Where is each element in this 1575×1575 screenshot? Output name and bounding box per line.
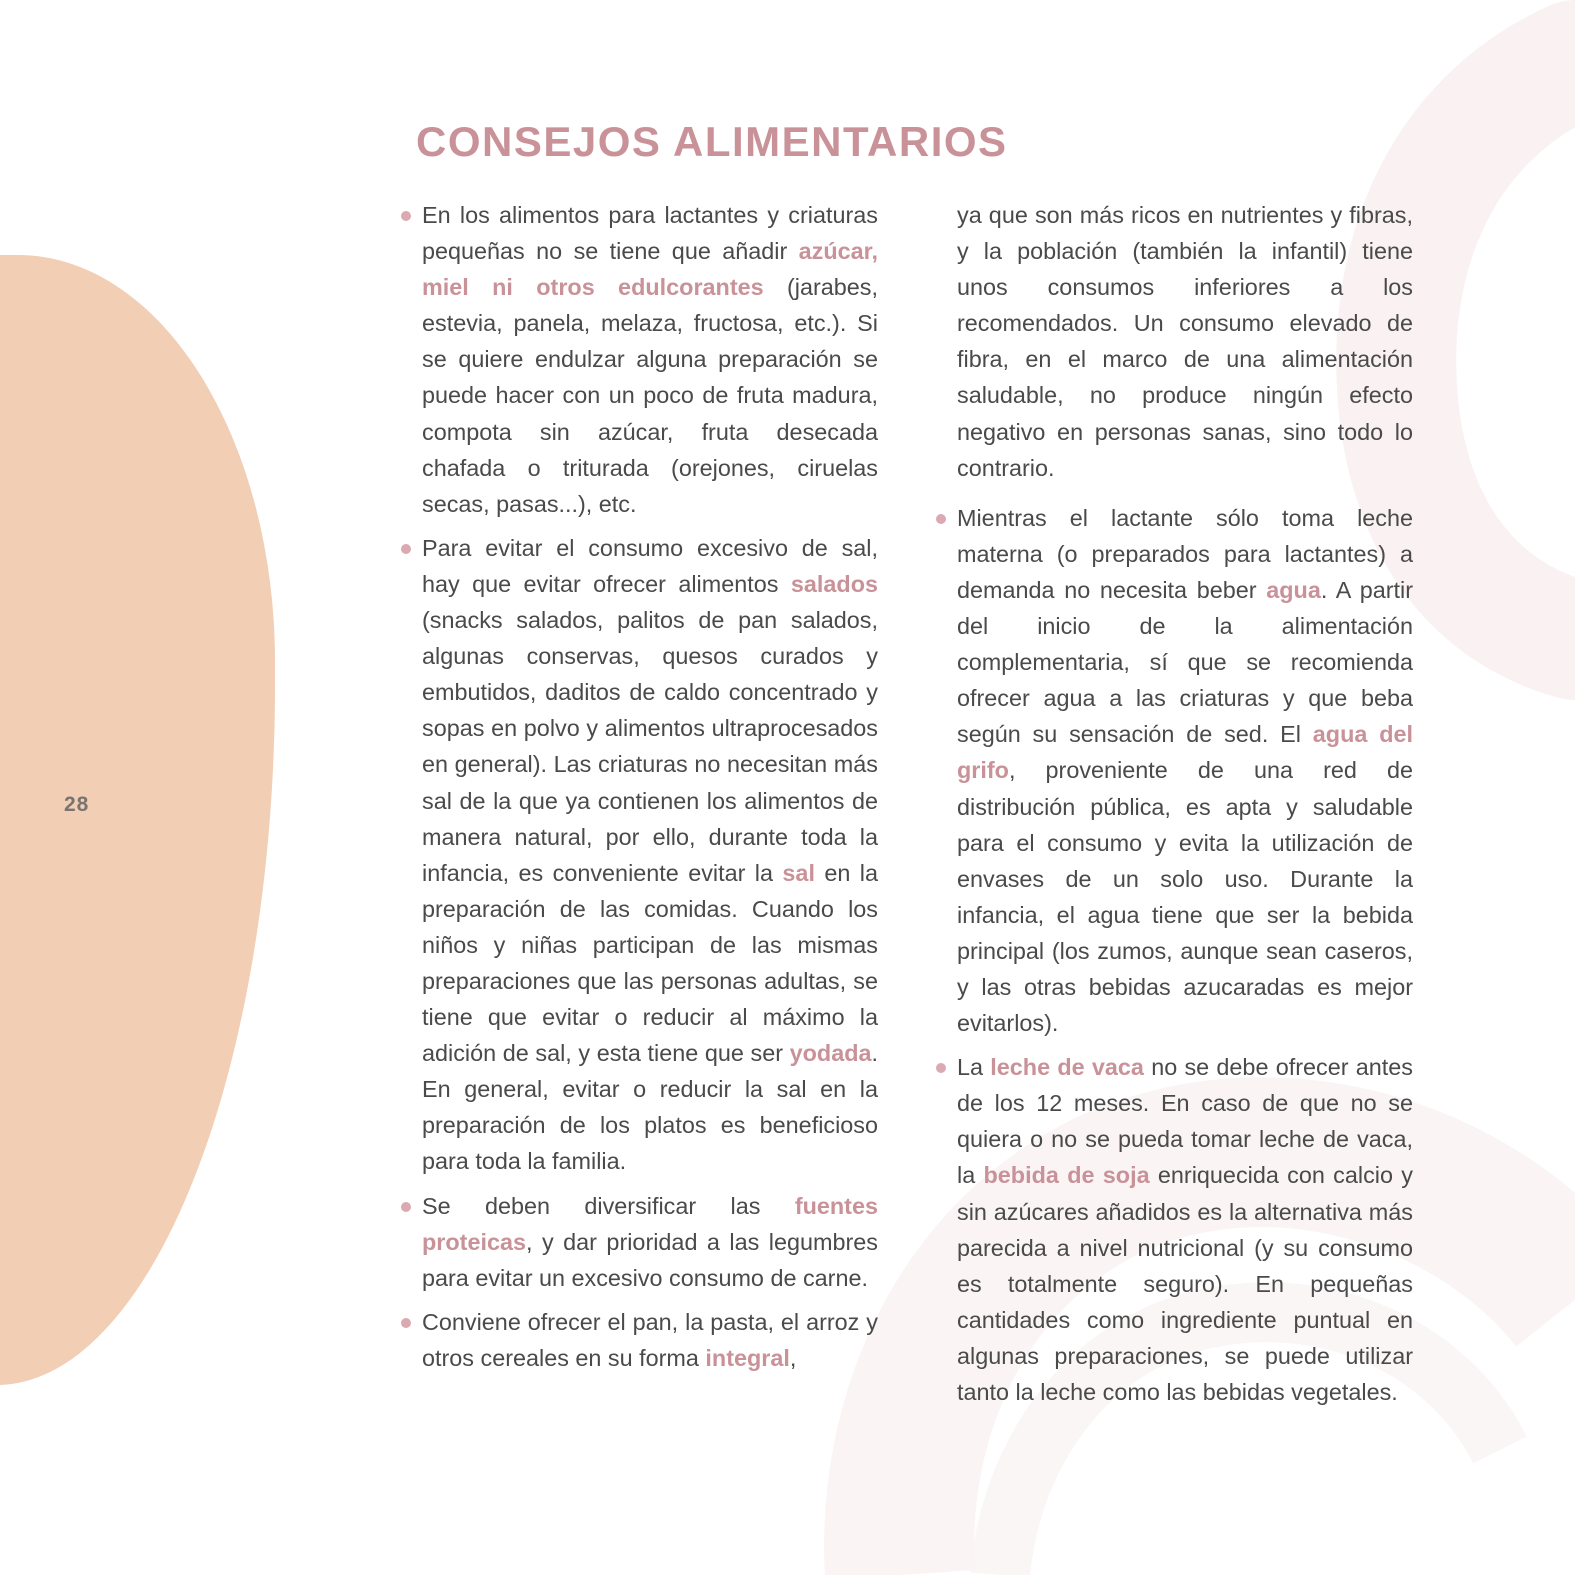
body-text: ya que son más ricos en nutrientes y fibras, y la población (también la infantil) tiene unos consumos inferiores a los recomendados. Un consumo elevado de fibra, en el marco de una alimentación saludable, no produce ningún efecto negativo en personas sanas, sino todo lo contrario.: [957, 202, 1413, 481]
highlighted-term: agua del grifo: [957, 721, 1414, 784]
body-text: Para evitar el consumo excesivo de sal, hay que evitar ofrecer alimentos: [422, 534, 878, 597]
bullet-item: [422, 197, 878, 522]
highlighted-term: azúcar, miel ni otros edulcorantes: [422, 238, 878, 301]
highlighted-term: integral: [705, 1344, 790, 1371]
body-text: en la preparación de las comidas. Cuando los niños y niñas participan de las mismas preparaciones que las personas adultas, se tiene que evitar o reducir al máximo la adición de sal, y esta tiene que ser: [422, 859, 878, 1067]
body-text: no se debe ofrecer antes de los 12 meses. En caso de que no se quiera o no se pueda tomar leche de vaca, la: [957, 1054, 1413, 1189]
body-text: Se deben diversificar las: [422, 1192, 795, 1219]
brush-ring-top: [1396, 60, 1575, 640]
body-text: ,: [789, 1344, 797, 1371]
body-text: La: [957, 1054, 991, 1081]
highlighted-term: leche de vaca: [990, 1054, 1144, 1081]
body-text: (snacks salados, palitos de pan salados, algunas conservas, quesos curados y embutidos, daditos de caldo concentrado y sopas en polvo y alimentos ultraprocesados en general). Las criaturas no necesitan más sal de la que ya contienen los alimentos de manera natural, por ello, durante toda la infancia, es conveniente evitar la: [422, 607, 878, 886]
bullet-item: [422, 1304, 878, 1376]
decorative-peach-blob: [0, 255, 275, 1385]
bullet-item: [957, 500, 1413, 1041]
bullet-dot-icon: [401, 1318, 411, 1328]
body-text: Mientras el lactante sólo toma leche materna (o preparados para lactantes) a demanda no necesita beber: [957, 504, 1413, 603]
bullet-dot-icon: [401, 1202, 411, 1212]
left-column: [422, 197, 878, 1384]
bullet-item: [422, 530, 878, 1180]
bullet-dot-icon: [936, 1063, 946, 1073]
page-title: CONSEJOS ALIMENTARIOS: [416, 118, 1008, 165]
bullet-item: [422, 1188, 878, 1296]
body-text: En los alimentos para lactantes y criaturas pequeñas no se tiene que añadir: [422, 202, 878, 265]
body-text: , proveniente de una red de distribución pública, es apta y saludable para el consumo y evita la utilización de envases de un solo uso. Durante la infancia, el agua tiene que ser la bebida principal (los zumos, aunque sean caseros, y las otras bebidas azucaradas es mejor evitarlos).: [957, 757, 1413, 1037]
highlighted-term: salados: [790, 570, 878, 597]
bullet-dot-icon: [936, 514, 946, 524]
highlighted-term: fuentes proteicas: [422, 1192, 878, 1255]
body-text: Conviene ofrecer el pan, la pasta, el arroz y otros cereales en su forma: [422, 1308, 878, 1371]
highlighted-term: bebida de soja: [983, 1162, 1150, 1189]
body-text: (jarabes, estevia, panela, melaza, fructosa, etc.). Si se quiere endulzar alguna preparación se puede hacer con un poco de fruta madura, compota sin azúcar, fruta desecada chafada o triturada (orejones, ciruelas secas, pasas...), etc.: [422, 274, 878, 517]
right-column: [957, 197, 1413, 1418]
bullet-dot-icon: [401, 544, 411, 554]
bullet-item-continuation: [957, 197, 1413, 486]
highlighted-term: yodada: [789, 1040, 872, 1067]
body-text: , y dar prioridad a las legumbres para evitar un excesivo consumo de carne.: [422, 1228, 878, 1291]
body-text: . En general, evitar o reducir la sal en la preparación de los platos es beneficioso para toda la familia.: [422, 1040, 878, 1175]
highlighted-term: agua: [1266, 576, 1321, 603]
bullet-dot-icon: [401, 211, 411, 221]
body-text: . A partir del inicio de la alimentación complementaria, sí que se recomienda ofrecer agua a las criaturas y que beba según su sensación de sed. El: [957, 576, 1413, 748]
bullet-item: [957, 1049, 1413, 1410]
body-text: enriquecida con calcio y sin azúcares añadidos es la alternativa más parecida a nivel nutricional (y su consumo es totalmente seguro). En pequeñas cantidades como ingrediente puntual en algunas preparaciones, se puede utilizar tanto la leche como las bebidas vegetales.: [957, 1162, 1413, 1405]
highlighted-term: sal: [782, 859, 815, 886]
page-number: 28: [64, 793, 90, 816]
